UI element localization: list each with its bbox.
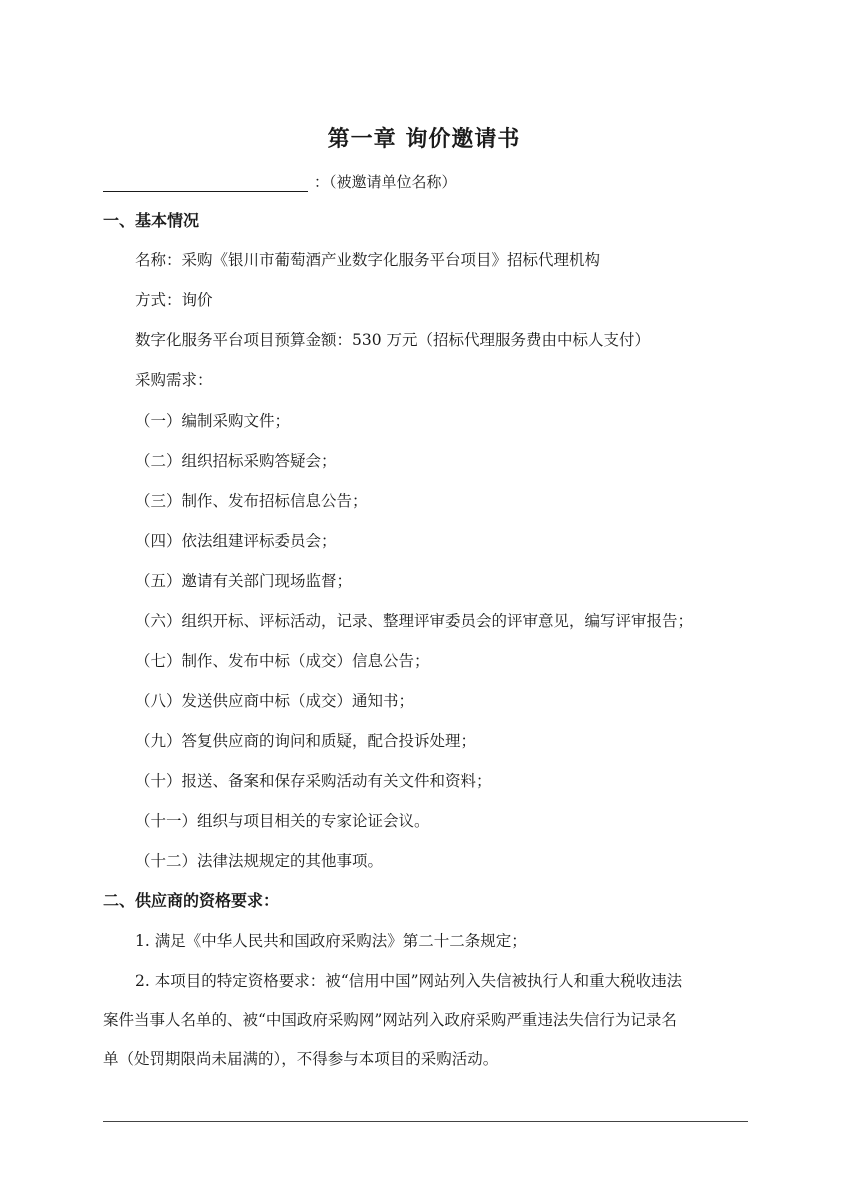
- need-item: （七）制作、发布中标（成交）信息公告；: [135, 652, 430, 670]
- invitee-blank-underline: [103, 173, 308, 192]
- need-item: （五）邀请有关部门现场监督；: [135, 572, 353, 590]
- need-item: （十）报送、备案和保存采购活动有关文件和资料；: [135, 772, 492, 790]
- budget-line: 数字化服务平台项目预算金额：530 万元（招标代理服务费由中标人支付）: [135, 331, 651, 349]
- need-item: （三）制作、发布招标信息公告；: [135, 492, 368, 510]
- invitee-line: [103, 168, 457, 192]
- need-item: （二）组织招标采购答疑会；: [135, 452, 337, 470]
- section2-heading: 二、供应商的资格要求：: [103, 891, 280, 910]
- need-item: （四）依法组建评标委员会；: [135, 532, 337, 550]
- need-item: （十二）法律法规规定的其他事项。: [135, 852, 384, 870]
- invitee-label: ：（被邀请单位名称）: [314, 173, 457, 191]
- chapter-title: 第一章 询价邀请书: [327, 126, 521, 152]
- need-item: （八）发送供应商中标（成交）通知书；: [135, 692, 415, 710]
- need-item: （一）编制采购文件；: [135, 412, 291, 430]
- requirement-2-line-2: 案件当事人名单的、被“中国政府采购网”网站列入政府采购严重违法失信行为记录名: [103, 1011, 677, 1029]
- requirement-1: 1. 满足《中华人民共和国政府采购法》第二十二条规定；: [135, 932, 527, 950]
- requirement-2-line-3: 单（处罚期限尚未届满的），不得参与本项目的采购活动。: [103, 1050, 499, 1068]
- requirement-2-line-1: 2. 本项目的特定资格要求：被“信用中国”网站列入失信被执行人和重大税收违法: [135, 972, 683, 990]
- need-item: （九）答复供应商的询问和质疑，配合投诉处理；: [135, 732, 477, 750]
- method-line: 方式：询价: [135, 291, 213, 309]
- need-item: （十一）组织与项目相关的专家论证会议。: [135, 812, 430, 830]
- footer-divider: [103, 1121, 748, 1122]
- section1-heading: 一、基本情况: [103, 211, 200, 230]
- need-item: （六）组织开标、评标活动，记录、整理评审委员会的评审意见，编写评审报告；: [135, 612, 694, 630]
- needs-label: 采购需求：: [135, 371, 213, 389]
- project-name-line: 名称：采购《银川市葡萄酒产业数字化服务平台项目》招标代理机构: [135, 251, 601, 269]
